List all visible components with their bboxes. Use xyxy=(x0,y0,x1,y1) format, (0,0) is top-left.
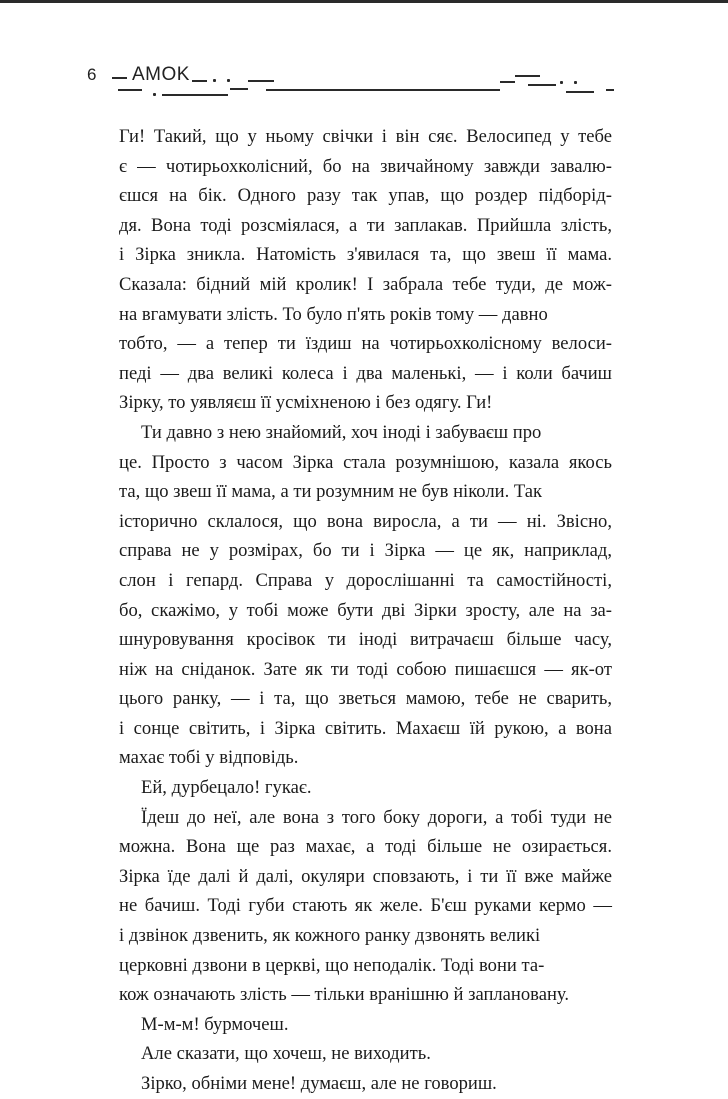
text-line: Але сказати, що хочеш, не виходить. xyxy=(141,1043,431,1065)
text-line: Їдеш до неї, але вона з того боку дороги, а тобі туди не xyxy=(141,806,612,828)
ornament-dash xyxy=(266,89,500,91)
paragraph xyxy=(119,1039,612,1069)
text-line: дя. Вона тоді розсміялася, а ти заплакав. Прийшла злість, xyxy=(119,214,612,236)
ornament-dash xyxy=(192,80,207,82)
ornament-dash xyxy=(162,94,228,96)
text-line: Сказала: бідний мій кролик! І забрала тебе туди, де мож- xyxy=(119,273,612,295)
paragraph xyxy=(119,1010,612,1040)
text-line: педі — два великі колеса і два маленькі, — і коли бачиш xyxy=(119,362,612,384)
ornament-dash xyxy=(112,77,127,79)
text-line: та, що звеш її мама, а ти розумним не був ніколи. Так xyxy=(119,481,543,503)
ornament-dash xyxy=(248,80,274,82)
running-title: AMOK xyxy=(132,64,190,85)
text-line: це. Просто з часом Зірка стала розумнішою, казала якось xyxy=(119,451,612,473)
ornament-dot xyxy=(227,79,230,82)
text-line: і дзвінок дзвенить, як кожного ранку дзвонять великі xyxy=(119,925,541,947)
text-line: Зірка їде далі й далі, окуляри сповзають, і ти її вже майже xyxy=(119,865,612,887)
text-line: можна. Вона ще раз махає, а тоді більше не озирається. xyxy=(119,836,612,858)
ornament-dash xyxy=(500,81,515,83)
text-line: кож означають злість — тільки вранішню й заплановану. xyxy=(119,984,569,1006)
text-line: шнуровування кросівок ти іноді витрачаєш більше часу, xyxy=(119,629,612,651)
text-line: справа не у розмірах, бо ти і Зірка — це як, наприклад, xyxy=(119,540,612,562)
text-line: бо, скажімо, у тобі може бути дві Зірки зросту, але на за- xyxy=(119,599,612,621)
paragraph xyxy=(119,1069,612,1099)
text-line: махає тобі у відповідь. xyxy=(119,747,299,769)
ornament-dash xyxy=(118,89,142,91)
text-line: М-м-м! бурмочеш. xyxy=(141,1013,289,1035)
text-line: тобто, — а тепер ти їздиш на чотирьохколісному велоси- xyxy=(119,333,612,355)
text-line: Ти давно з нею знайомий, хоч іноді і забуваєш про xyxy=(141,421,542,443)
ornament-dot xyxy=(574,81,577,84)
ornament-dash xyxy=(606,89,614,91)
text-line: Зірку, то уявляєш її усміхненою і без одягу. Ги! xyxy=(119,392,493,414)
ornament-dash xyxy=(528,84,556,86)
top-rule xyxy=(0,0,728,3)
text-line: історично склалося, що вона виросла, а ти — ні. Звісно, xyxy=(119,510,612,532)
ornament-dot xyxy=(560,81,563,84)
text-line: не бачиш. Тоді губи стають як желе. Б'єш руками кермо — xyxy=(119,895,612,917)
ornament-dash xyxy=(566,91,594,93)
text-line: церковні дзвони в церкві, що неподалік. Тоді вони та- xyxy=(119,954,545,976)
paragraph xyxy=(119,803,612,1010)
text-line: ніж на сніданок. Зате як ти тоді собою пишаєшся — як-от xyxy=(119,658,612,680)
page-number: 6 xyxy=(87,65,97,84)
ornament-dash xyxy=(230,88,248,90)
text-line: і Зірка зникла. Натомість з'явилася та, що звеш її мама. xyxy=(119,244,612,266)
running-header xyxy=(0,60,728,100)
text-line: Ей, дурбецало! гукає. xyxy=(141,777,312,799)
text-line: цього ранку, — і та, що зветься мамою, тебе не сварить, xyxy=(119,688,612,710)
ornament-dot xyxy=(213,79,216,82)
text-line: на вгамувати злість. То було п'ять років тому — давно xyxy=(119,303,548,325)
paragraph xyxy=(119,122,612,418)
body-text xyxy=(119,122,612,1099)
text-line: Зірко, обніми мене! думаєш, але не говориш. xyxy=(141,1073,497,1094)
text-line: слон і гепард. Справа у дорослішанні та самостійності, xyxy=(119,569,612,591)
text-line: Ги! Такий, що у ньому свічки і він сяє. Велосипед у тебе xyxy=(119,126,612,147)
text-line: єшся на бік. Одного разу так упав, що роздер підборід- xyxy=(119,185,612,207)
paragraph xyxy=(119,418,612,773)
ornament-dash xyxy=(515,75,540,77)
text-line: є — чотирьохколісний, бо на звичайному завжди завалю- xyxy=(119,155,612,177)
ornament-dot xyxy=(153,93,156,96)
paragraph xyxy=(119,773,612,803)
text-line: і сонце світить, і Зірка світить. Махаєш їй рукою, а вона xyxy=(119,717,612,739)
